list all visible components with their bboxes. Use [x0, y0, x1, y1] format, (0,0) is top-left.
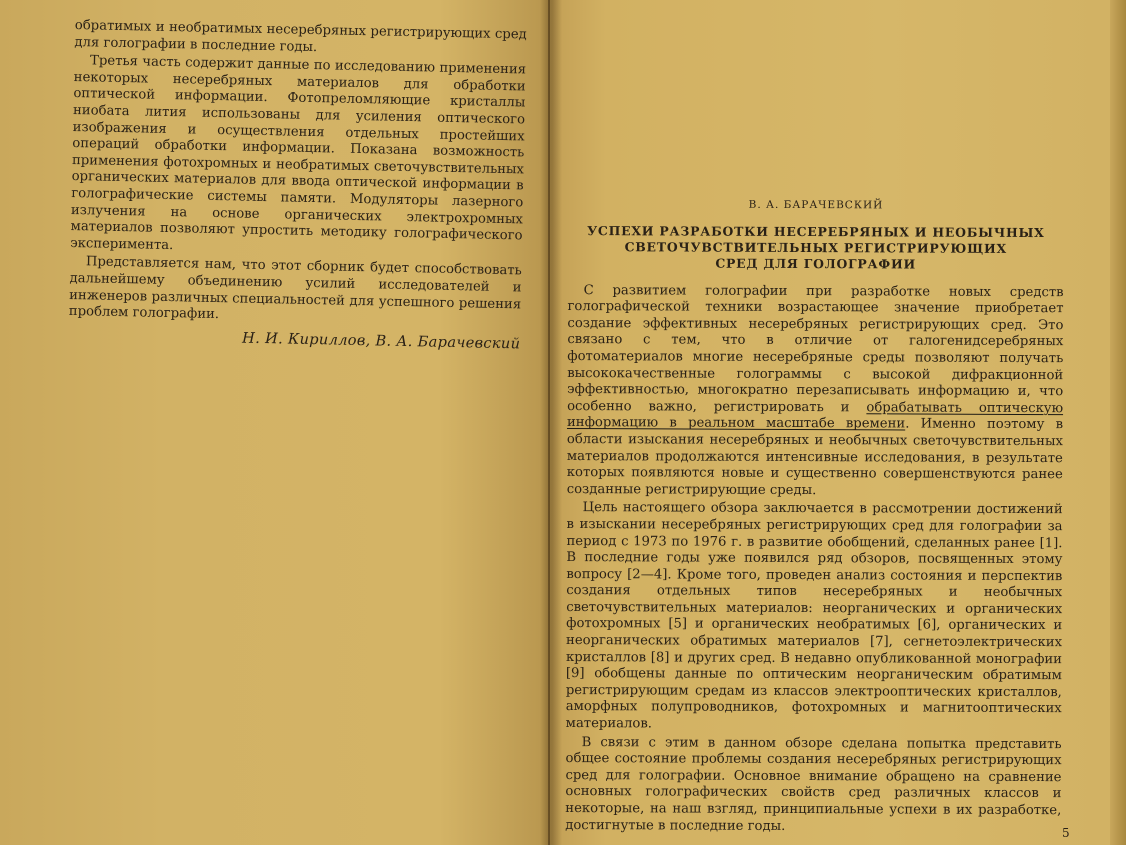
article-title-line-1: УСПЕХИ РАЗРАБОТКИ НЕСЕРЕБРЯНЫХ И НЕОБЫЧНЫХ — [587, 222, 1045, 240]
book-gutter — [540, 0, 562, 845]
article-title — [568, 223, 1064, 273]
page-number: 5 — [1062, 826, 1070, 840]
underlined-phrase: обрабатывать оптическую информацию в реальном масштабе времени — [566, 400, 1064, 432]
right-page-text — [565, 196, 1064, 836]
article-author: В. А. БАРАЧЕВСКИЙ — [748, 198, 884, 212]
right-paragraph-1-end: . Именно поэтому в области изыскания несеребряных и необычных светочувствительных материалов продолжаются интенсивные исследования, в результате которых появляются новые и существенно совершенствуются ранее созданные регистрирующие среды. — [566, 416, 1064, 498]
preface-signature: Н. И. Кириллов, В. А. Барачевский — [241, 329, 521, 353]
article-title-line-2: СВЕТОЧУВСТВИТЕЛЬНЫХ РЕГИСТРИРУЮЩИХ — [624, 238, 1007, 256]
right-paragraph-3: В связи с этим в данном обзоре сделана попытка представить общее состояние проблемы создания несеребряных регистрирующих сред для голографии. Основное внимание обращено на сравнение основных голографических свойств сред различных классов и некоторые, на наш взгляд, принципиальные успехи в их разработке, достигнутые в последние годы. — [565, 734, 1062, 834]
right-paragraph-1-start: С развитием голографии при разработке новых средств голографической техники возрастающее значение приобретает создание эффективных несеребряных регистрирующих сред. Это связано с тем, что в отличие от галогенидсеребряных фотоматериалов многие несеребряные среды позволяют получать высококачественные голограммы с высокой дифракционной эффективностью, многократно перезаписывать информацию и, что особенно важно, регистрировать и — [567, 282, 1064, 416]
left-paragraph-3: Представляется нам, что этот сборник будет способствовать дальнейшему объединению усилий исследователей и инженеров различных специальностей для успешного решения проблем голографии. — [68, 254, 522, 323]
right-paragraph-1 — [567, 283, 1064, 501]
right-paragraph-2: Цель настоящего обзора заключается в рассмотрении достижений в изыскании несеребряных регистрирующих сред для голографии за период с 1973 по 1976 г. в развитие обобщений, сделанных ранее [1]. В последние годы уже появился ряд обзоров, посвященных этому вопросу [2—4]. Кроме того, проведен анализ состояния и перспектив создания отдельных типов несеребряных и необычных светочувствительных материалов: неорганических и органических фотохромных [5] и органических необратимых [6], органических и неорганических обратимых материалов [7], сегнетоэлектрических кристаллов [8] и других сред. В недавно опубликованной монографии [9] обобщены данные по оптическим неорганическим обратимым регистрирующим средам из классов электрооптических кристаллов, аморфных полупроводников, фотохромных и магнитооптических материалов. — [565, 500, 1063, 732]
page-edge — [1110, 0, 1126, 845]
left-paragraph-1: обратимых и необратимых несеребряных регистрирующих сред для голографии в последние годы. — [74, 18, 527, 55]
left-paragraph-2: Третья часть содержит данные по исследованию применения некоторых несеребряных материалов для обработки оптической информации. Фотопреломляющие кристаллы ниобата лития использованы для усиления оптического изображения и осуществления отдельных простейших операций обработки информации. Показана возможность применения фотохромных и необратимых светочувствительных органических материалов для ввода оптической информации в голографические системы памяти. Модуляторы лазерного излучения на основе органических электрохромных материалов позволяют упростить методику голографического эксперимента. — [70, 53, 527, 253]
left-page-text — [68, 18, 527, 353]
article-title-line-3: СРЕД ДЛЯ ГОЛОГРАФИИ — [715, 255, 917, 272]
